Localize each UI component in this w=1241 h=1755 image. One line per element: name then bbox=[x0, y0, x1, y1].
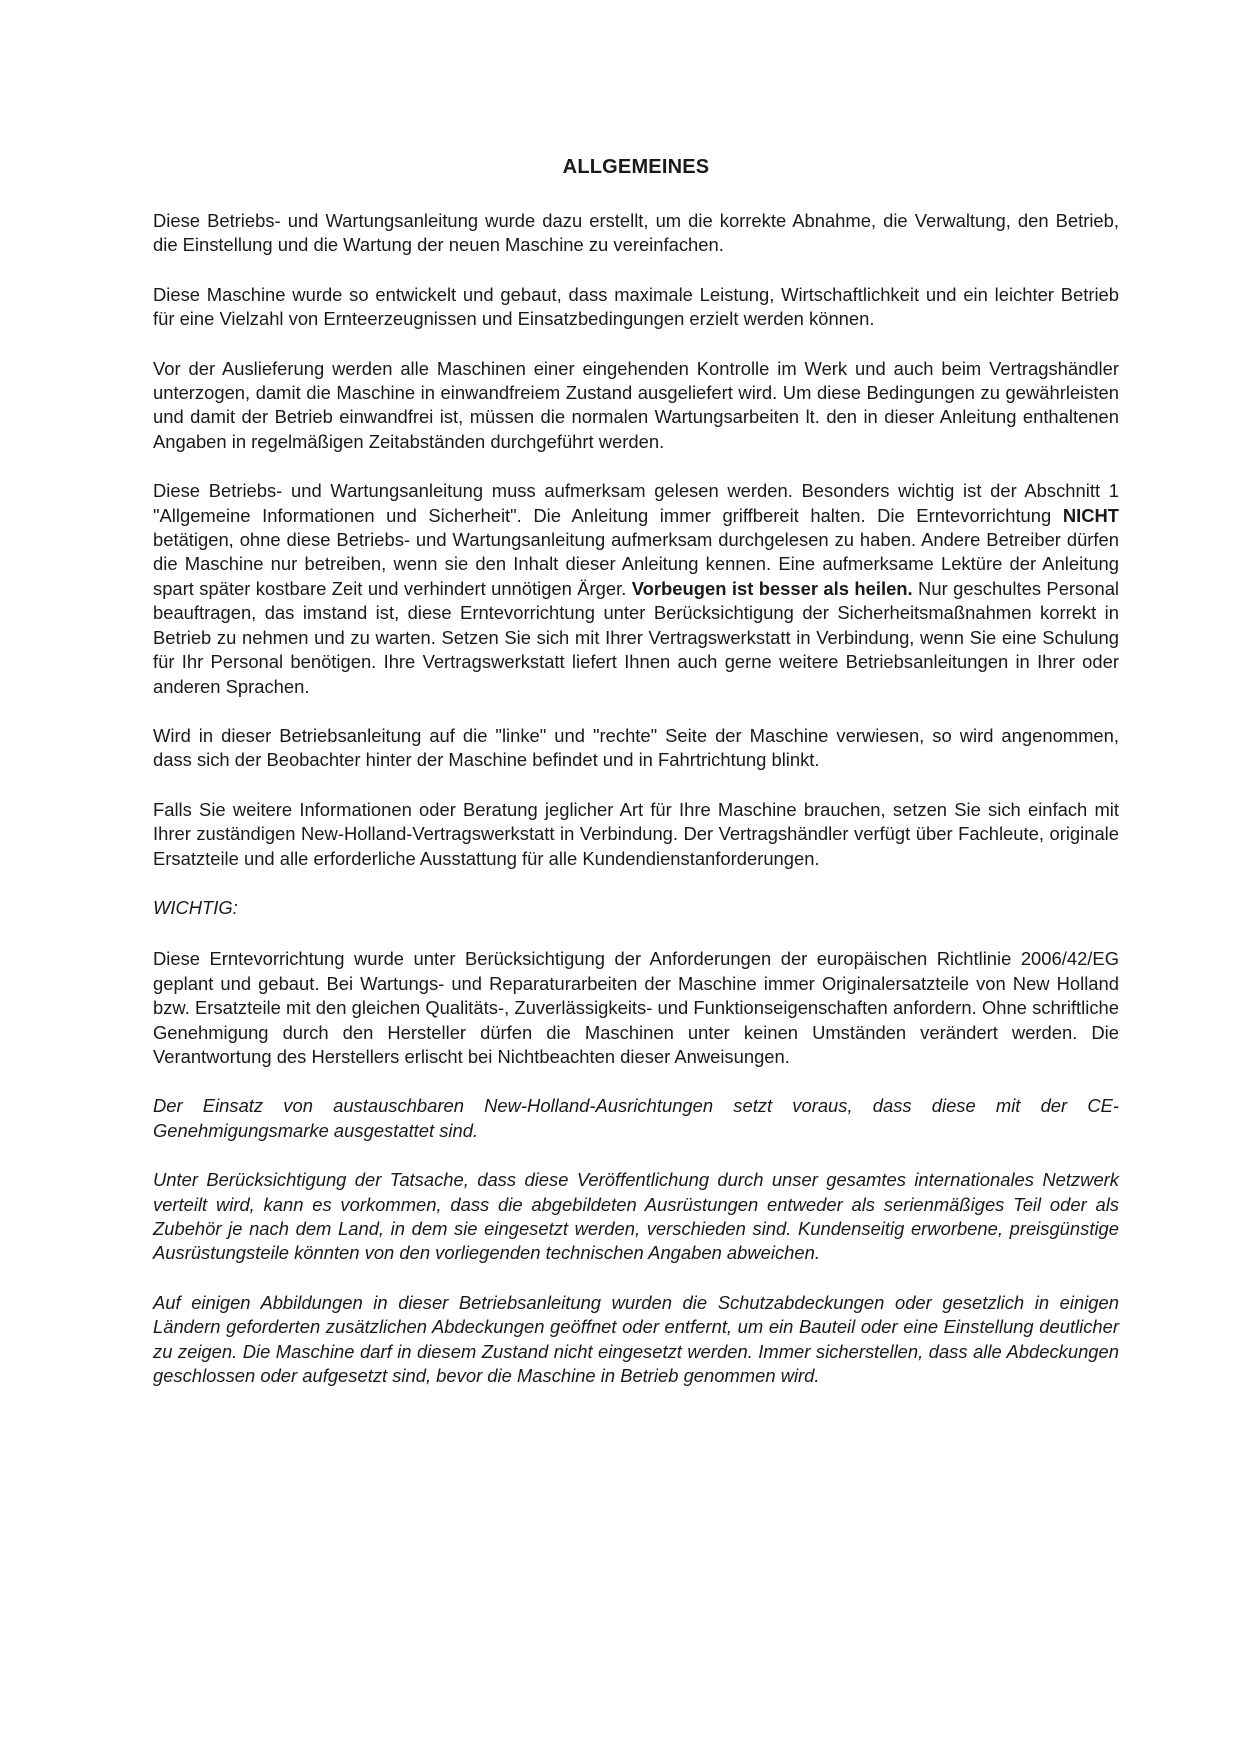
paragraph-design: Diese Maschine wurde so entwickelt und gebaut, dass maximale Leistung, Wirtschaftlichkeit und ein leichter Betrieb für eine Vielzahl von Ernteerzeugnissen und Einsatzbedingungen erzielt werden können. bbox=[153, 283, 1119, 330]
paragraph-directive: Diese Erntevorrichtung wurde unter Berücksichtigung der Anforderungen der europäischen Richtlinie 2006/42/EG geplant und gebaut. Bei Wartungs- und Reparaturarbeiten der Maschine immer Originalersatzteile von New Holland bzw. Ersatzteile mit den gleichen Qualitäts-, Zuverlässigkeits- und Funktionseigenschaften anfordern. Ohne schriftliche Genehmigung durch den Hersteller dürfen die Maschinen unter keinen Umständen verändert werden. Die Verantwortung des Herstellers erlischt bei Nichtbeachten dieser Anweisungen. bbox=[153, 948, 1119, 1067]
paragraph-equipment-variation: Unter Berücksichtigung der Tatsache, dass diese Veröffentlichung durch unser gesamtes internationales Netzwerk verteilt wird, kann es vorkommen, dass die abgebildeten Ausrüstungen entweder als serienmäßiges Teil oder als Zubehör je nach dem Land, in dem sie eingesetzt werden, verschieden sind. Kundenseitig erworbene, preisgünstige Ausrüstungsteile könnten von den vorliegenden technischen Angaben abweichen. bbox=[153, 1169, 1119, 1264]
paragraph-left-right: Wird in dieser Betriebsanleitung auf die "linke" und "rechte" Seite der Maschine verwiesen, so wird angenommen, dass sich der Beobachter hinter der Maschine befindet und in Fahrtrichtung blinkt. bbox=[153, 724, 1119, 771]
paragraph-read-manual-text-c: Nur geschultes Personal beauftragen, das imstand ist, diese Erntevorrichtung unter Berücksichtigung der Sicherheitsmaßnahmen korrekt in Betrieb zu nehmen und zu warten. Setzen Sie sich mit Ihrer Vertragswerkstatt in Verbindung, wenn Sie eine Schulung für Ihr Personal benötigen. Ihre Vertragswerkstatt liefert Ihnen auch gerne weitere Betriebsanleitungen in Ihrer oder anderen Sprachen. bbox=[153, 577, 1120, 697]
paragraph-inspection: Vor der Auslieferung werden alle Maschinen einer eingehenden Kontrolle im Werk und auch beim Vertragshändler unterzogen, damit die Maschine in einwandfreiem Zustand ausgeliefert wird. Um diese Bedingungen zu gewährleisten und damit der Betrieb einwandfrei ist, müssen die normalen Wartungsarbeiten lt. den in dieser Anleitung enthaltenen Angaben in regelmäßigen Zeitabständen durchgeführt werden. bbox=[153, 357, 1119, 452]
important-label: WICHTIG: bbox=[153, 896, 238, 918]
document-page bbox=[153, 156, 1119, 1413]
emphasis-nicht: NICHT bbox=[1062, 504, 1119, 526]
paragraph-read-manual-text-a: Diese Betriebs- und Wartungsanleitung muss aufmerksam gelesen werden. Besonders wichtig ist der Abschnitt 1 "Allgemeine Informationen und Sicherheit". Die Anleitung immer griffbereit halten. Die Erntevorrichtung bbox=[153, 480, 1119, 526]
page-title: ALLGEMEINES bbox=[562, 156, 710, 178]
paragraph-dealer-contact: Falls Sie weitere Informationen oder Beratung jeglicher Art für Ihre Maschine brauchen, setzen Sie sich einfach mit Ihrer zuständigen New-Holland-Vertragswerkstatt in Verbindung. Der Vertragshändler verfügt über Fachleute, originale Ersatzteile und alle erforderliche Ausstattung für alle Kundendienstanforderungen. bbox=[153, 798, 1119, 869]
paragraph-ce-mark: Der Einsatz von austauschbaren New-Holland-Ausrichtungen setzt voraus, dass diese mit der CE-Genehmigungsmarke ausgestattet sind. bbox=[153, 1095, 1119, 1141]
paragraph-purpose: Diese Betriebs- und Wartungsanleitung wurde dazu erstellt, um die korrekte Abnahme, die Verwaltung, den Betrieb, die Einstellung und die Wartung der neuen Maschine zu vereinfachen. bbox=[153, 210, 1119, 256]
paragraph-safety-covers: Auf einigen Abbildungen in dieser Betriebsanleitung wurden die Schutzabdeckungen oder gesetzlich in einigen Ländern geforderten zusätzlichen Abdeckungen geöffnet oder entfernt, um ein Bauteil oder eine Einstellung deutlicher zu zeigen. Die Maschine darf in diesem Zustand nicht eingesetzt werden. Immer sicherstellen, dass alle Abdeckungen geschlossen oder aufgesetzt sind, bevor die Maschine in Betrieb genommen wird. bbox=[153, 1291, 1119, 1387]
paragraph-read-manual-text-b: betätigen, ohne diese Betriebs- und Wartungsanleitung aufmerksam durchgelesen zu haben. Andere Betreiber dürfen die Maschine nur betreiben, wenn sie den Inhalt dieser Anleitung kennen. Eine aufmerksame Lektüre der Anleitung spart später kostbare Zeit und verhindert unnötigen Ärger. bbox=[153, 529, 1119, 599]
emphasis-prevention: Vorbeugen ist besser als heilen. bbox=[631, 577, 913, 599]
paragraph-read-manual bbox=[153, 479, 1119, 699]
